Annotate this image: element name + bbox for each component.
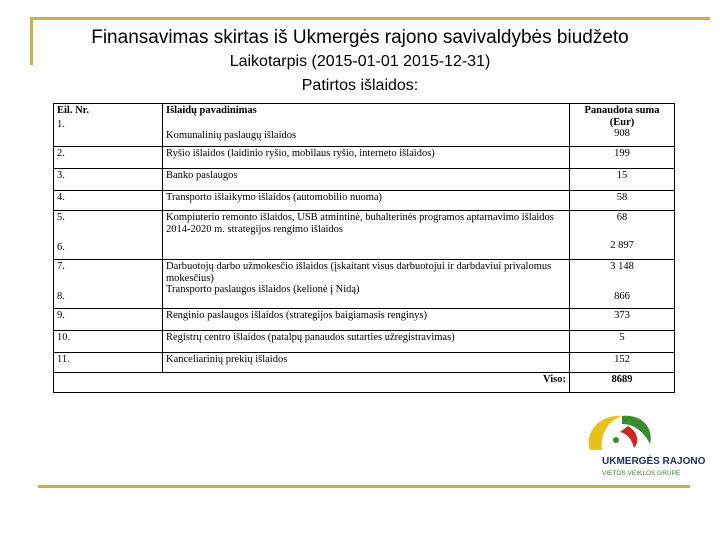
table-row (54, 147, 675, 169)
row-name: Komunalinių paslaugų išlaidos (166, 129, 297, 141)
table-row (54, 331, 675, 353)
row-name: Registrų centro išlaidos (patalpų panaudos sutarties užregistravimas) (163, 331, 570, 353)
total-label: Viso: (54, 373, 570, 393)
table-cell (54, 104, 163, 147)
row-no: 3. (54, 169, 163, 191)
row-amount: 58 (570, 191, 675, 211)
table-row (54, 191, 675, 211)
table-cell (54, 211, 163, 260)
table-cell (54, 260, 163, 309)
row-no: 6. (57, 241, 65, 253)
table-cell (163, 211, 570, 260)
expenses-subtitle: Patirtos išlaidos: (301, 77, 419, 94)
row-name: Ryšio išlaidos (laidinio ryšio, mobilaus ryšio, interneto išlaidos) (163, 147, 570, 169)
table-row (54, 260, 675, 309)
ukmerge-lag-logo (570, 402, 706, 484)
row-no: 9. (54, 309, 163, 331)
row-no: 4. (54, 191, 163, 211)
col-no-header: Eil. Nr. (57, 105, 89, 116)
expenses-table (53, 103, 675, 393)
table-row (54, 309, 675, 331)
col-amount-header: Panaudota suma (Eur) (584, 105, 660, 128)
logo-swoosh-yellow (589, 416, 622, 450)
row-amount: 152 (570, 353, 675, 373)
row-amount: 5 (570, 331, 675, 353)
row-amount: 3 148 (610, 261, 634, 272)
row-name: Transporto išlaikymo išlaidos (automobilio nuoma) (163, 191, 570, 211)
logo-name: UKMERGĖS RAJONO (602, 456, 706, 467)
row-name: Kanceliarinių prekių išlaidos (163, 353, 570, 373)
row-name: Banko paslaugos (163, 169, 570, 191)
row-name: Renginio paslaugos išlaidos (strategijos baigiamasis renginys) (163, 309, 570, 331)
row-name: Kompiuterio remonto išlaidos, USB atmintinė, buhalterinės programos aptarnavimo išlaidos (166, 212, 554, 223)
row-name: Transporto paslaugos išlaidos (kelionė į Nidą) (166, 284, 360, 296)
table-cell (163, 260, 570, 309)
col-name-header: Išlaidų pavadinimas (166, 105, 257, 116)
table-cell (570, 104, 675, 147)
table-row (54, 373, 675, 393)
row-amount: 908 (614, 128, 630, 140)
row-no: 1. (57, 118, 65, 130)
row-amount: 199 (570, 147, 675, 169)
row-amount: 866 (614, 290, 630, 302)
row-amount: 2 897 (610, 239, 634, 251)
row-no: 2. (54, 147, 163, 169)
logo-swoosh-red (620, 426, 637, 448)
table-cell (163, 104, 570, 147)
table-row (54, 104, 675, 147)
row-name: 2014-2020 m. strategijos rengimo išlaidos (166, 223, 344, 235)
row-amount: 15 (570, 169, 675, 191)
row-amount: 68 (616, 212, 628, 223)
table-row (54, 211, 675, 260)
total-value: 8689 (570, 373, 675, 393)
row-no: 7. (57, 261, 65, 272)
logo-dot (613, 437, 619, 443)
table-row (54, 353, 675, 373)
logo-tagline: VIETOS VEIKLOS GRUPĖ (602, 470, 681, 477)
table-cell (570, 211, 675, 260)
row-no: 8. (57, 290, 65, 302)
row-no: 5. (57, 212, 65, 223)
frame-top-line (30, 17, 710, 20)
frame-bottom-line (38, 485, 690, 488)
page-title: Finansavimas skirtas iš Ukmergės rajono savivaldybės biudžeto (91, 27, 629, 48)
row-no: 11. (54, 353, 163, 373)
row-amount: 373 (570, 309, 675, 331)
period-label: Laikotarpis (2015-01-01 2015-12-31) (229, 53, 491, 70)
table-cell (570, 260, 675, 309)
table-row (54, 169, 675, 191)
row-name: Darbuotojų darbo užmokesčio išlaidos (įskaitant visus darbuotojui ir darbdaviui privalomus mokesčius) (166, 261, 552, 284)
row-no: 10. (54, 331, 163, 353)
